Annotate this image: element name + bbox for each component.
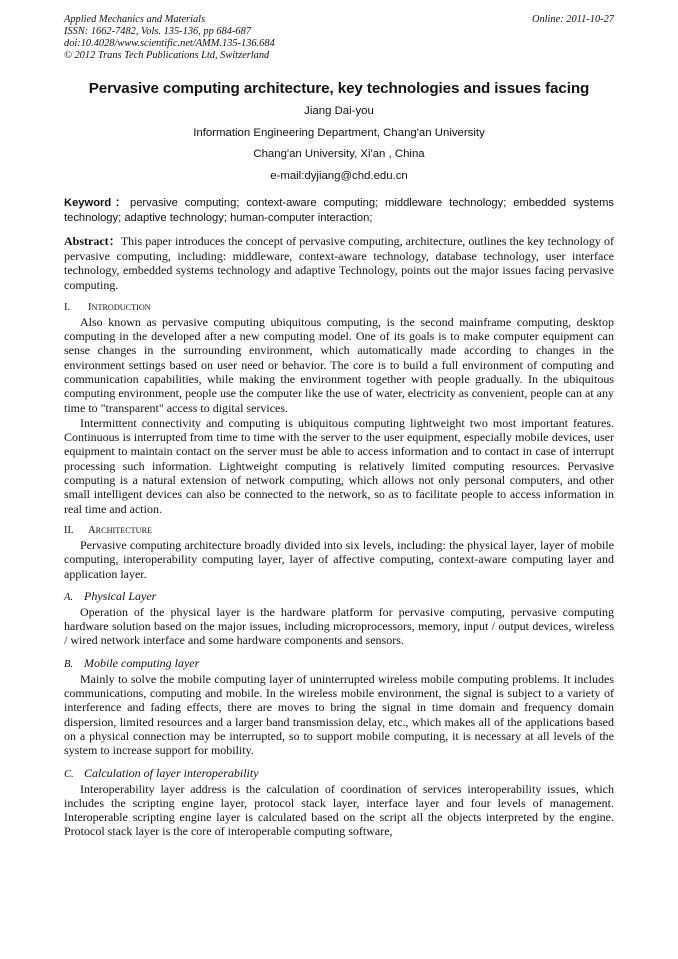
subsection-title: Physical Layer [84, 588, 157, 603]
section-title-rest: RCHITECTURE [95, 525, 153, 535]
section-number: II. [64, 524, 74, 536]
paragraph: Mainly to solve the mobile computing layer of uninterrupted wireless mobile computing problems. It includes communications, computing and mobile. In the wireless mobile environment, the signal is subject to a variety of interference and fading effects, there are moves to bring the signal in time domain and frequency domain dispersion, limited resources and a larger band transmission delay, etc., which makes all of the applications based on a physical connection may be interrupted, so to support mobile computing, it is necessary at all levels of the system to increase support for mobility. [64, 671, 614, 758]
subsection-heading-mobile-computing [64, 657, 614, 671]
paragraph: Intermittent connectivity and computing is ubiquitous computing lightweight two most important features. Continuous is interrupted from time to time with the server to the user equipment, especially mobile devices, user equipment to maintain contact on the server must be able to access information and to contact in case of interrupt processing such information. Lightweight computing is relatively limited computing resources. Pervasive computing is a natural extension of network computing, which allows not only personal computers, and other small intelligent devices can also be connected to the network, so as to facilitate people to access information in real time and action. [64, 415, 614, 516]
abstract-label: Abstract： [64, 234, 121, 248]
author-block [64, 101, 614, 187]
online-date: Online: 2011-10-27 [531, 14, 614, 25]
author-email[interactable]: e-mail:dyjiang@chd.edu.cn [270, 169, 408, 182]
journal-name: Applied Mechanics and Materials [64, 14, 206, 25]
issn-line: ISSN: 1662-7482, Vols. 135-136, pp 684-687 [64, 26, 252, 37]
paragraph: Pervasive computing architecture broadly divided into six levels, including: the physical layer, layer of mobile computing, interoperability computing layer, layer of affective computing, context-aware computing layer and application layer. [64, 537, 614, 581]
affiliation-department: Information Engineering Department, Chang'an University [193, 126, 485, 139]
subsection-number: B. [64, 658, 74, 670]
doi-line: doi:10.4028/www.scientific.net/AMM.135-136.684 [64, 38, 275, 49]
section-title-initial: I [88, 301, 92, 313]
subsection-number: A. [64, 591, 74, 603]
paragraph: Interoperability layer address is the calculation of coordination of services interoperability issues, which includes the scripting engine layer, protocol stack layer, interface layer and four levels of management. Interoperable scripting engine layer is calculated based on the script all the objects interpreted by the engine. Protocol stack layer is the core of interoperable computing software, [64, 781, 614, 839]
author-name: Jiang Dai-you [304, 105, 374, 117]
subsection-title: Mobile computing layer [84, 655, 200, 670]
subsection-number: C. [64, 768, 74, 780]
paragraph: Also known as pervasive computing ubiquitous computing, is the second mainframe computing, desktop computing in the developed after a new computing model. One of its goals is to make computer equipment can sense changes in the surrounding environment, which automatically made according to changes in the environment settings based on user need or behavior. The core is to build a full environment of computing and communication capabilities, while making the environment together with people gradually. In the ubiquitous computing environment, people use the computer like the use of water, electricity as convenient, people can at any time to "transparent" access to digital services. [64, 314, 614, 415]
affiliation-university: Chang'an University, Xi'an , China [253, 148, 425, 160]
subsection-heading-physical-layer [64, 590, 614, 604]
abstract-text: This paper introduces the concept of pervasive computing, architecture, outlines the key technology of pervasive computing, including: middleware, context-aware technology, database technology, user interface technology, embedded systems technology and adaptive Technology, points out the major issues facing pervasive computing. [64, 234, 614, 293]
paper-page [64, 14, 614, 839]
keywords-text: pervasive computing; context-aware computing; middleware technology; embedded systems technology; adaptive technology; human-computer interaction; [64, 197, 614, 224]
section-title-initial: A [88, 524, 96, 536]
journal-header [64, 14, 614, 62]
section-heading-architecture [64, 525, 614, 537]
paragraph: Operation of the physical layer is the hardware platform for pervasive computing, pervasive computing hardware solution based on the major issues, including microprocessors, memory, input / output devices, wireless / wired network interface and some hardware components and sensors. [64, 604, 614, 648]
paper-title: Pervasive computing architecture, key technologies and issues facing [88, 80, 590, 97]
keywords-label: Keyword： [64, 197, 130, 209]
abstract [64, 234, 614, 293]
section-heading-introduction [64, 302, 614, 314]
subsection-title: Calculation of layer interoperability [84, 765, 259, 780]
subsection-heading-interoperability [64, 767, 614, 781]
section-title-rest: NTRODUCTION [91, 302, 151, 312]
keywords [64, 196, 614, 225]
section-number: I. [64, 301, 71, 313]
copyright-line: © 2012 Trans Tech Publications Ltd, Switzerland [64, 50, 270, 61]
